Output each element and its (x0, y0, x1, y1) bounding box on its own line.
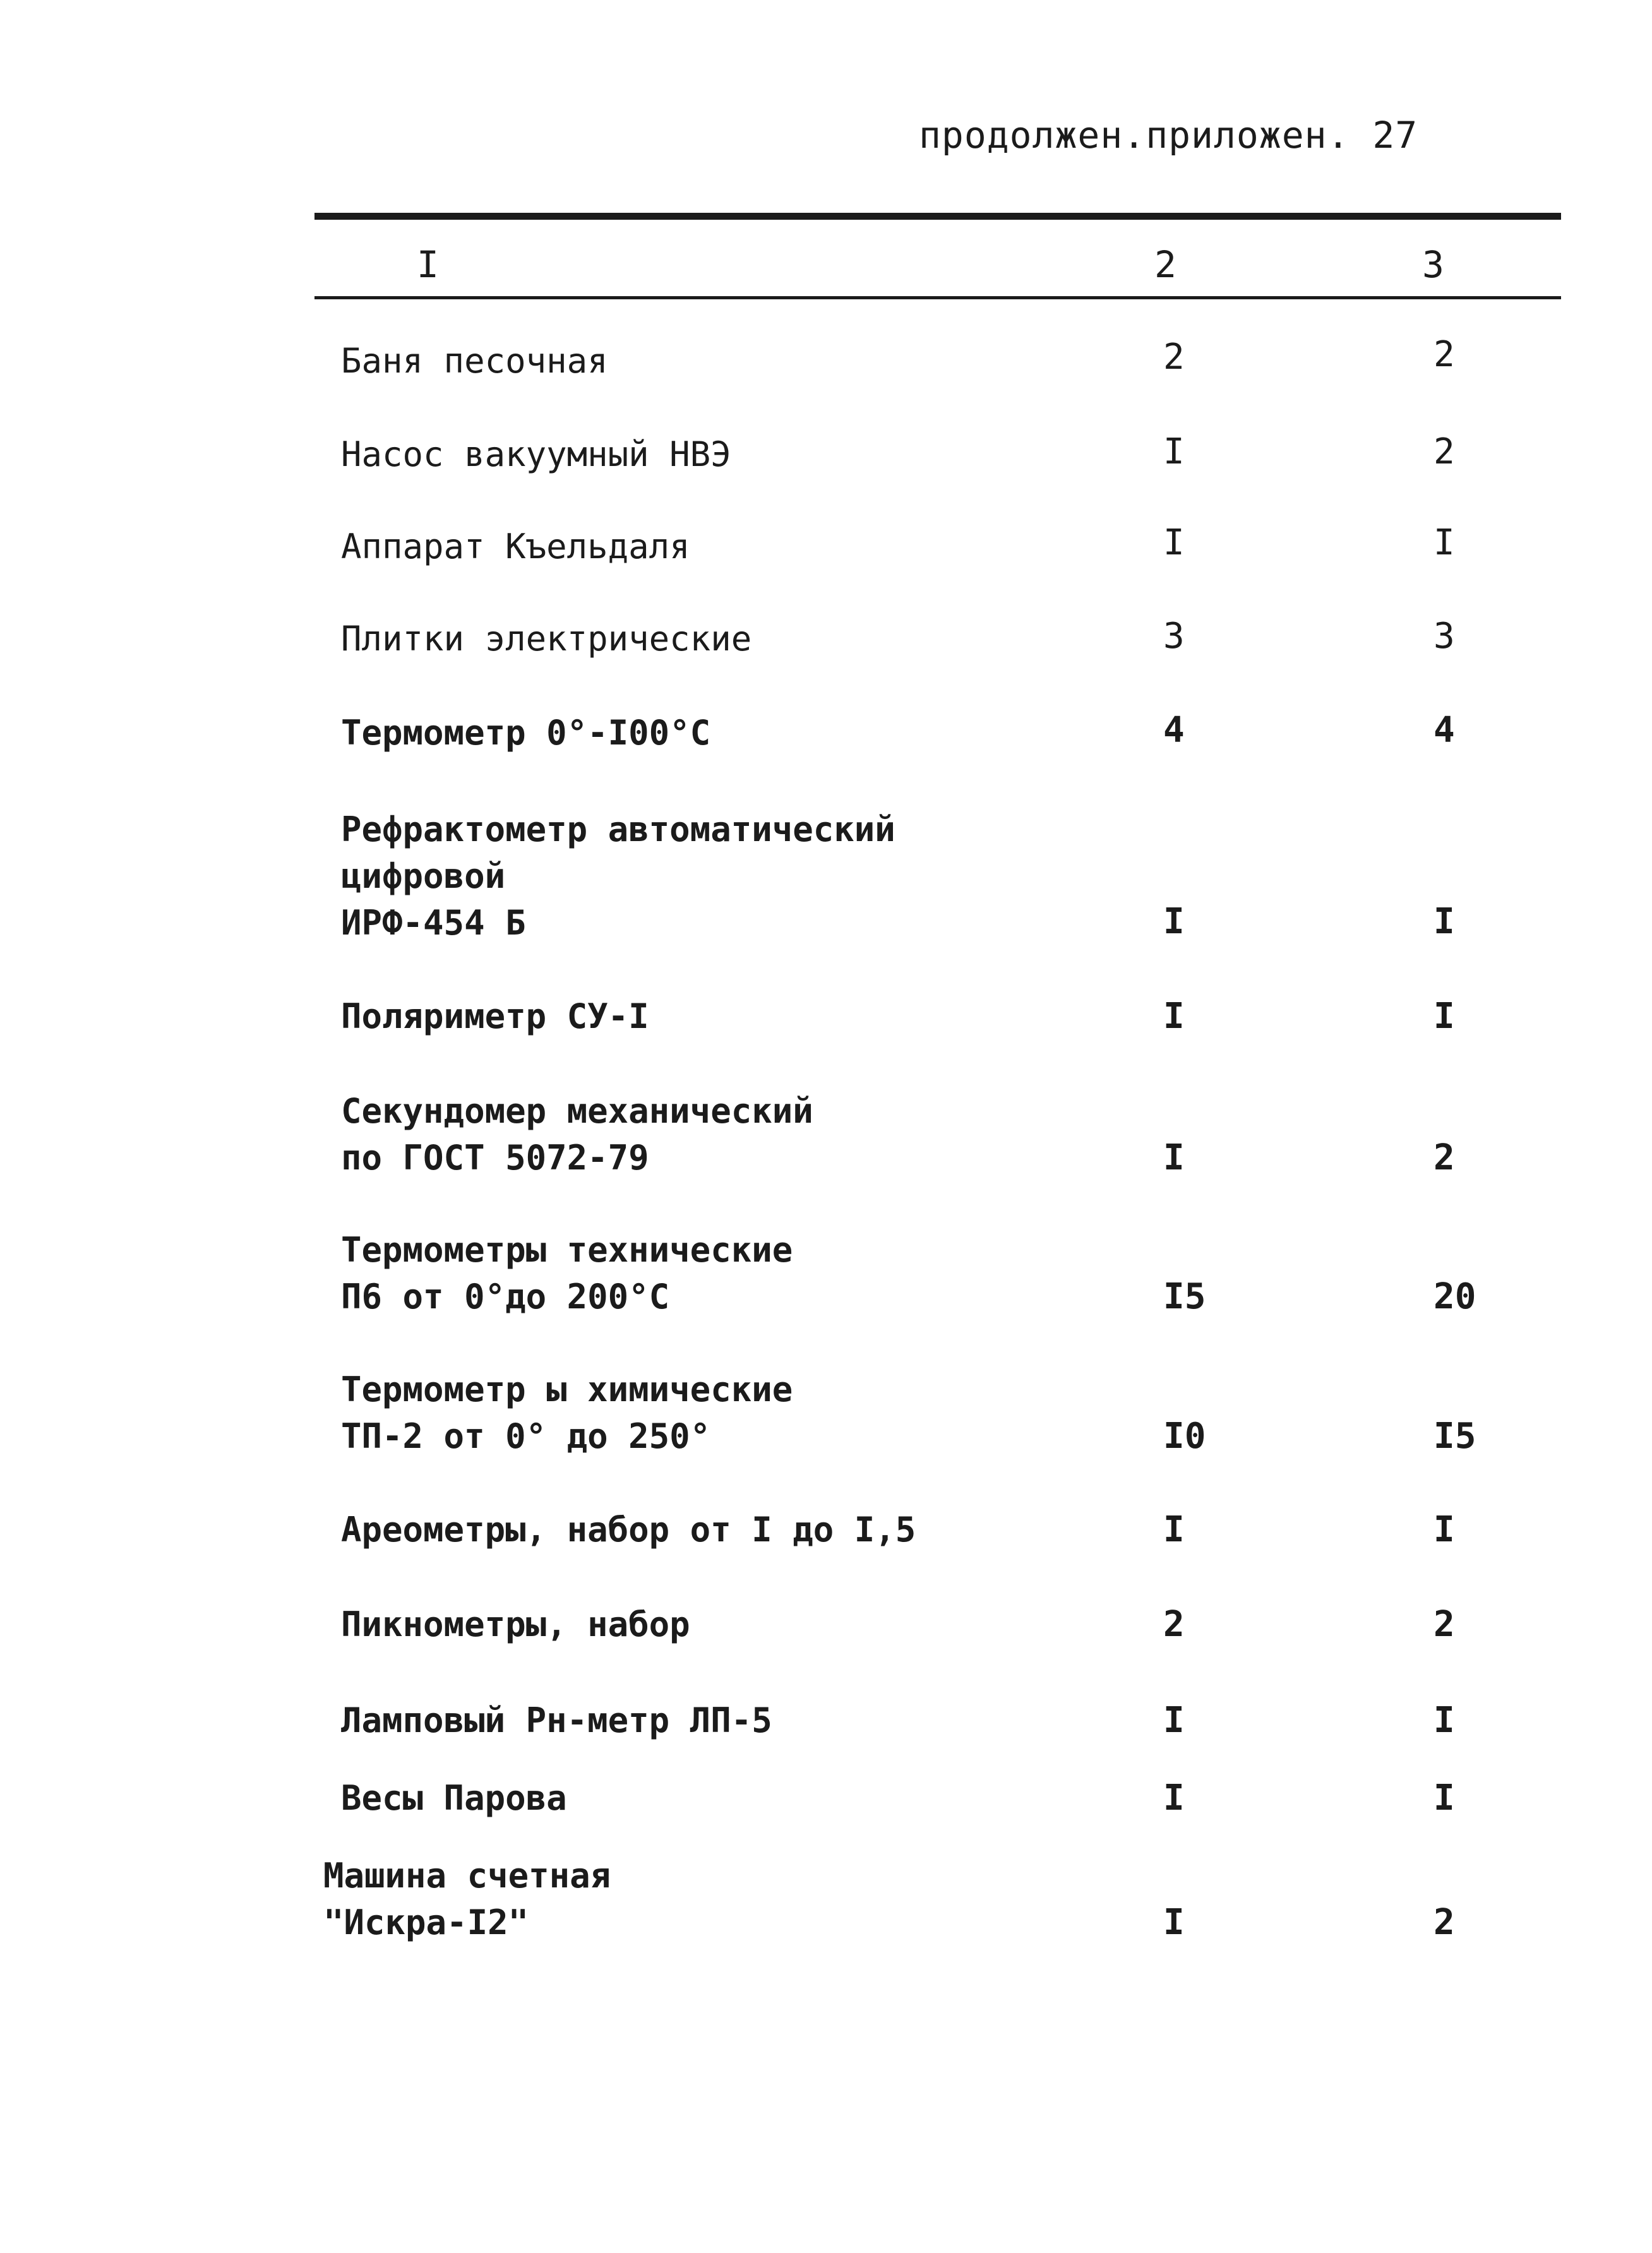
item-col3: I (1434, 1778, 1455, 1819)
item-col3: 3 (1434, 616, 1455, 657)
item-col2: I (1163, 431, 1185, 472)
header-bottom-rule (314, 296, 1561, 299)
item-col2: I (1163, 522, 1185, 563)
item-col3: I (1434, 901, 1455, 942)
item-name: Пикнометры, набор (341, 1605, 690, 1644)
item-name: Термометры технические П6 от 0°до 200°С (341, 1230, 793, 1317)
item-name: Рефрактометр автоматический цифровой ИРФ-454 Б (341, 810, 895, 943)
item-col2: I5 (1163, 1276, 1206, 1317)
item-col3: I (1434, 1509, 1455, 1550)
item-col3: I (1434, 522, 1455, 563)
item-col2: I (1163, 901, 1185, 942)
table-top-rule (314, 213, 1561, 220)
item-col2: I (1163, 1509, 1185, 1550)
item-col2: 4 (1163, 710, 1185, 751)
item-col2: 3 (1163, 616, 1185, 657)
item-col3: 4 (1434, 710, 1455, 751)
item-col3: I (1434, 996, 1455, 1037)
item-name: Термометр 0°-I00°С (341, 713, 711, 753)
item-name: Машина счетная "Искра-I2" (323, 1856, 611, 1942)
item-col2: 2 (1163, 1604, 1185, 1645)
item-name: Плитки электрические (341, 619, 752, 659)
item-col3: I5 (1434, 1416, 1476, 1457)
item-name: Баня песочная (341, 341, 608, 381)
item-name: Аппарат Къельдаля (341, 527, 690, 566)
item-col3: 2 (1434, 1604, 1455, 1645)
item-name: Ламповый Рн-метр ЛП-5 (341, 1700, 772, 1740)
item-col2: I (1163, 1902, 1185, 1943)
item-name: Поляриметр СУ-I (341, 996, 649, 1036)
item-col2: 2 (1163, 337, 1185, 378)
item-col2: I (1163, 1137, 1185, 1178)
item-col2: I (1163, 996, 1185, 1037)
item-col3: 2 (1434, 334, 1455, 375)
item-col2: I (1163, 1778, 1185, 1819)
column-header-1: I (417, 243, 439, 286)
column-header-3: 3 (1422, 243, 1444, 286)
item-name: Насос вакуумный НВЭ (341, 434, 731, 474)
column-header-2: 2 (1154, 243, 1176, 286)
item-col2: I (1163, 1700, 1185, 1741)
item-name: Термометр ы химические ТП-2 от 0° до 250° (341, 1370, 793, 1456)
item-name: Секундомер механический по ГОСТ 5072-79 (341, 1091, 813, 1178)
item-name: Весы Парова (341, 1778, 567, 1818)
item-name: Ареометры, набор от I до I,5 (341, 1510, 916, 1550)
item-col3: I (1434, 1700, 1455, 1741)
item-col3: 2 (1434, 1902, 1455, 1943)
item-col3: 20 (1434, 1276, 1476, 1317)
item-col3: 2 (1434, 1137, 1455, 1178)
item-col3: 2 (1434, 431, 1455, 472)
item-col2: I0 (1163, 1416, 1206, 1457)
continuation-header: продолжен.приложен. 27 (919, 114, 1418, 157)
